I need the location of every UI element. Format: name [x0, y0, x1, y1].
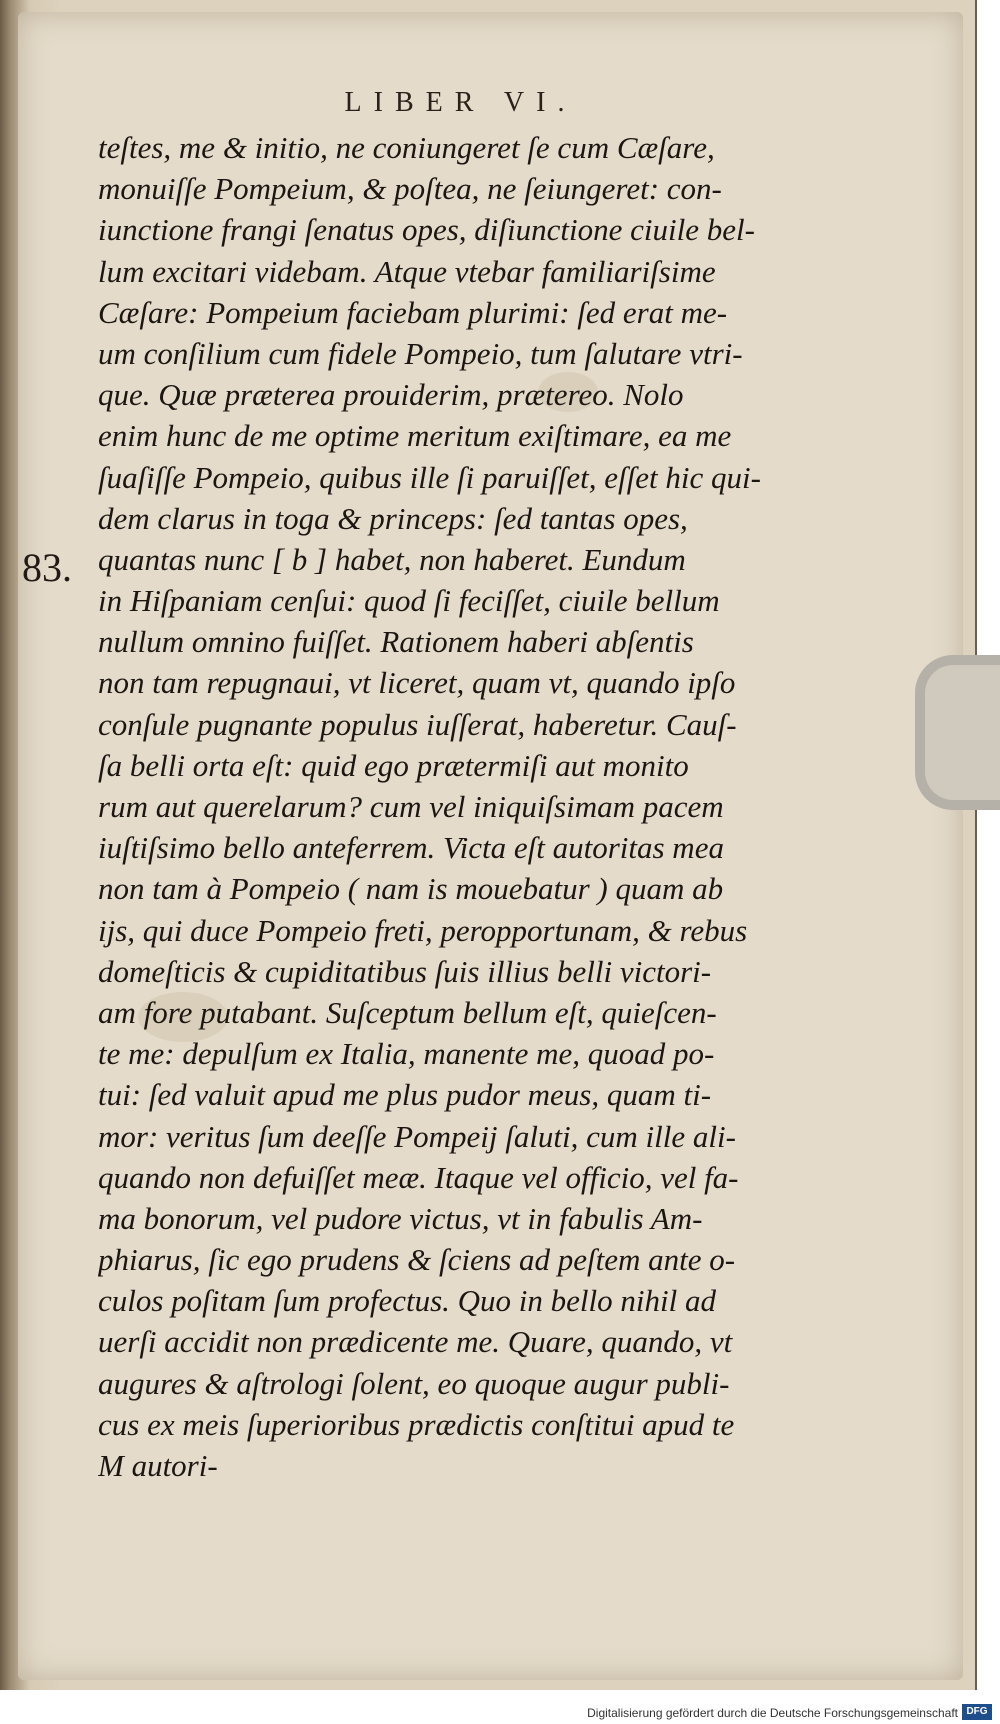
text-line: nullum omnino fuiſſet. Rationem haberi abſentis: [98, 624, 694, 660]
text-line: rum aut querelarum? cum vel iniquiſsimam pacem: [98, 789, 724, 824]
text-line: um conſilium cum fidele Pompeio, tum ſalutare vtri-: [98, 335, 743, 371]
text-line: iunctione frangi ſenatus opes, diſiunctione ciuile bel-: [98, 212, 755, 248]
text-line: augures & aſtrologi ſolent, eo quoque augur publi-: [98, 1365, 730, 1401]
text-line: teſtes, me & initio, ne coniungeret ſe cum Cæſare,: [98, 130, 715, 165]
text-line: ijs, qui duce Pompeio freti, peropportunam, & rebus: [98, 912, 748, 948]
text-line: non tam repugnaui, vt liceret, quam vt, quando ipſo: [98, 665, 736, 701]
text-line: lum excitari videbam. Atque vtebar familiariſsime: [98, 253, 716, 289]
text-line: ſuaſiſſe Pompeio, quibus ille ſi paruiſſet, eſſet hic qui-: [98, 459, 761, 495]
text-line: quando non defuiſſet meæ. Itaque vel officio, vel fa-: [98, 1159, 739, 1195]
footer-credit: Digitalisierung gefördert durch die Deutsche Forschungsgemeinschaft: [587, 1706, 958, 1720]
text-line: ſa belli orta eſt: quid ego prætermiſi aut monito: [98, 747, 689, 783]
dfg-logo: DFG: [962, 1704, 992, 1720]
text-line: culos poſitam ſum profectus. Quo in bello nihil ad: [98, 1283, 716, 1319]
text-line: cus ex meis ſuperioribus prædictis conſtitui apud te: [98, 1406, 735, 1442]
text-line: am fore putabant. Suſceptum bellum eſt, quieſcen-: [98, 994, 717, 1030]
text-line: uerſi accidit non prædicente me. Quare, quando, vt: [98, 1324, 733, 1360]
text-line: conſule pugnante populus iuſſerat, haberetur. Cauſ-: [98, 706, 737, 742]
text-line: quantas nunc [ b ] habet, non haberet. Eundum: [98, 541, 686, 577]
text-line: Cæſare: Pompeium faciebam plurimi: ſed erat me-: [98, 294, 728, 330]
body-text: [98, 127, 858, 1486]
text-line: enim hunc de me optime meritum exiſtimare, ea me: [98, 418, 732, 454]
text-line: domeſticis & cupiditatibus ſuis illius belli victori-: [98, 953, 712, 989]
text-line: M autori-: [98, 1448, 218, 1483]
book-page: [18, 12, 963, 1680]
text-line: ma bonorum, vel pudore victus, vt in fabulis Am-: [98, 1200, 703, 1236]
text-line: phiarus, ſic ego prudens & ſciens ad peſtem ante o-: [98, 1242, 736, 1278]
text-line: tui: ſed valuit apud me plus pudor meus, quam ti-: [98, 1077, 712, 1113]
text-line: te me: depulſum ex Italia, manente me, quoad po-: [98, 1036, 715, 1072]
text-line: in Hiſpaniam cenſui: quod ſi feciſſet, ciuile bellum: [98, 583, 720, 619]
text-line: monuiſſe Pompeium, & poſtea, ne ſeiungeret: con-: [98, 171, 722, 207]
book-clasp: [915, 655, 1000, 810]
margin-page-note: 83.: [22, 545, 72, 590]
text-line: que. Quæ præterea prouiderim, prætereo. Nolo: [98, 377, 684, 413]
text-line: iuſtiſsimo bello anteferrem. Victa eſt autoritas mea: [98, 830, 724, 866]
text-line: mor: veritus ſum deeſſe Pompeij ſaluti, cum ille ali-: [98, 1118, 736, 1154]
running-head: LIBER VI.: [344, 87, 577, 118]
text-line: dem clarus in toga & princeps: ſed tantas opes,: [98, 500, 688, 536]
text-line: non tam à Pompeio ( nam is mouebatur ) quam ab: [98, 871, 724, 907]
